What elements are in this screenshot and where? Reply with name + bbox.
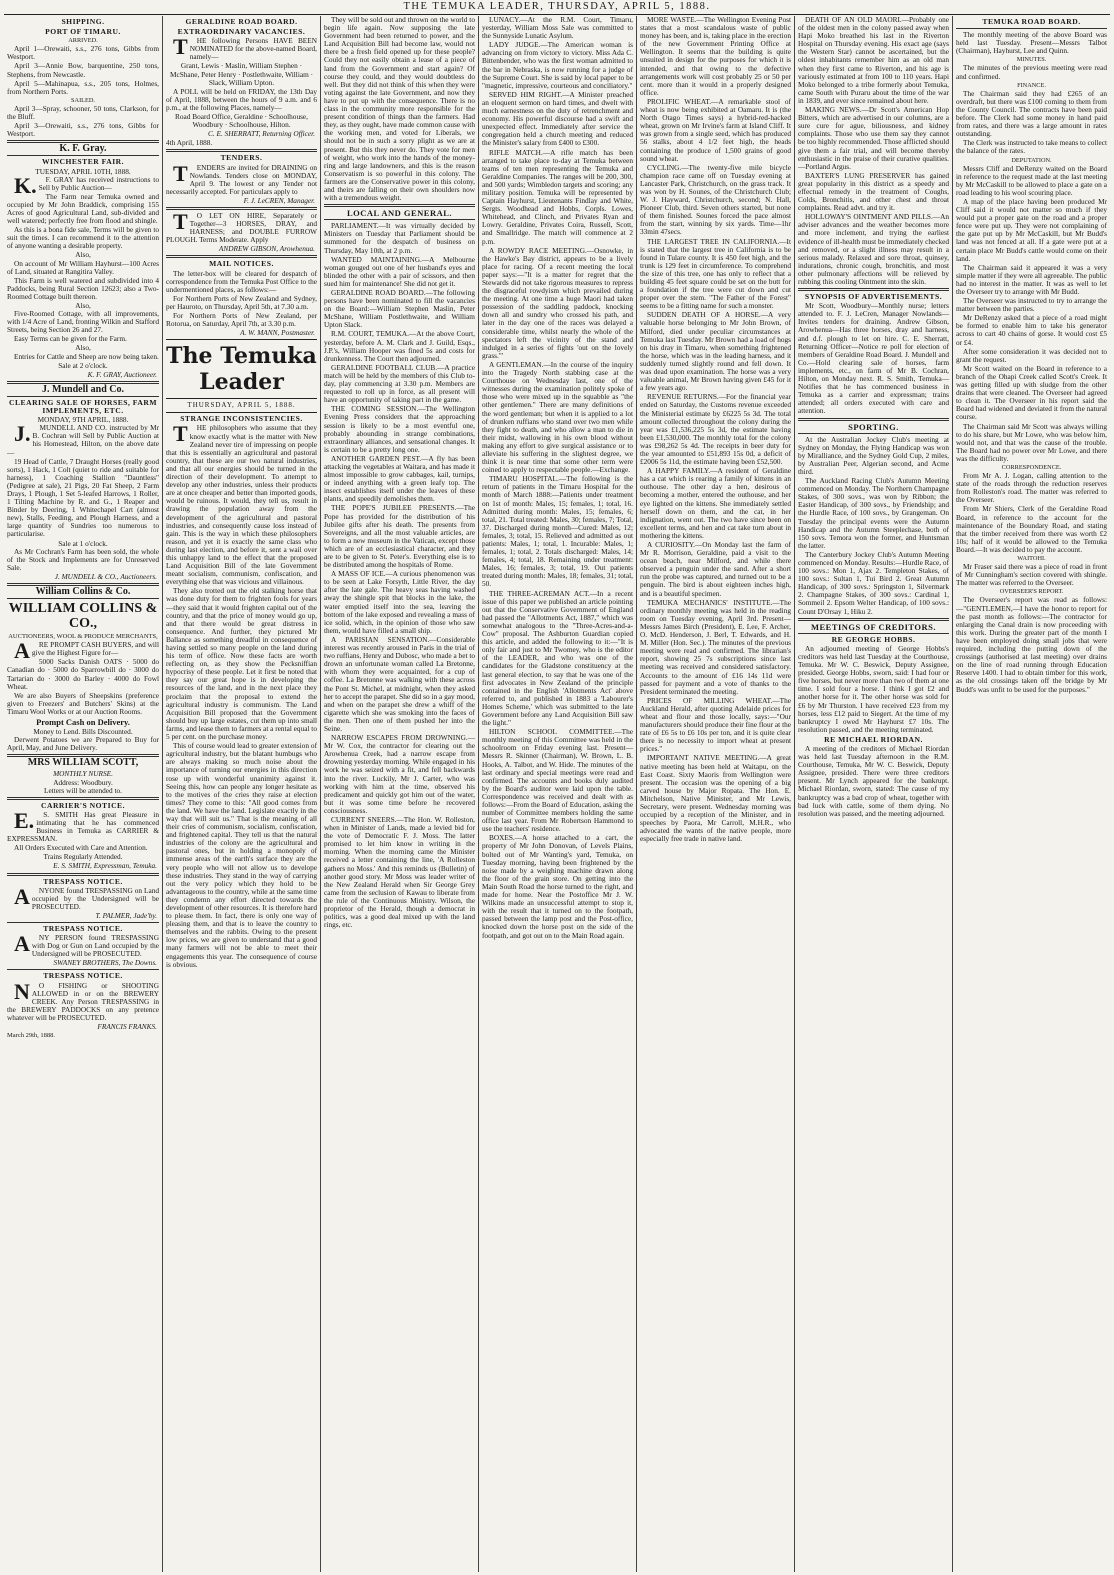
- geraldine-date: 4th April, 1888.: [166, 138, 213, 148]
- divider: [798, 618, 949, 621]
- col5-p4: THE LARGEST TREE IN CALIFORNIA.—It is stated that the largest tree in California is to be found in Tulare county. It is 450 feet high, and the trunk is 129 feet in circumference. To comprehend the size of this tree, one has only to reflect that a building 45 feet square could be set on the butt for a foundation if the tree were cut down and cut proper over the stem. "The Father of the Forest" seems to be a fitting name for such a monster.: [640, 236, 791, 311]
- collins-p2: We are also Buyers of Sheepskins (preference given to Freezers' and Butchers' Skins) at the Timaru Wool Works or at our Auction Rooms.: [7, 690, 159, 716]
- divider: [798, 433, 949, 434]
- gray-p7: Easy Terms can be given for the Farm.: [14, 334, 127, 344]
- trespass-1-title: TRESPASS NOTICE.: [43, 876, 123, 886]
- port-title: PORT OF TIMARU.: [45, 27, 121, 37]
- mundell-p3: Sale at 1 o'clock.: [58, 538, 108, 548]
- divider: [166, 255, 317, 258]
- local-p3: GERALDINE ROAD BOARD.—The following persons have been nominated to fill the vacancies on the Board:—William Stephen Maslin, Peter McShane, William Postlethwaite, and William Upton Slack.: [324, 288, 475, 330]
- scott-p1: Address: Woodbury.: [53, 777, 113, 787]
- collins-p5: Derwent Potatoes we are Prepared to Buy for April, May, and June Delivery.: [7, 735, 159, 753]
- column-7: [952, 16, 1110, 1572]
- shipping-title: SHIPPING.: [61, 17, 105, 26]
- local-p2: WANTED MAINTAINING.—A Melbourne woman gouged out one of her husband's eyes and blinded the other with a pair of scissors, and then sued him for maintenance! She did not get it.: [324, 254, 475, 288]
- gray-sale-time: Sale at 2 o'clock.: [58, 360, 108, 370]
- sailed-2: April 3—Orewaiti, s.s., 276 tons, Gibbs for Westport.: [7, 121, 159, 139]
- road-board-p8: The Overseer was instructed to try to arrange the matter between the parties.: [956, 296, 1107, 314]
- carrier-p2: All Orders Executed with Care and Attention.: [14, 843, 148, 853]
- road-board-p6: A map of the place having been produced Mr Cliff said it would not matter so much if they would put a proper gate on the road and a proper fence were put up. They were not complaining of the gate put up by Mr McCaskill, but Mr Budd's land was not fenced at all. If a gate were put at a certain place Mr Budd's cattle would come on their land.: [956, 196, 1107, 263]
- trespass-3-date: March 29th, 1888.: [7, 1032, 56, 1040]
- road-board-p16: The Overseer's report was read as follows:—"GENTLEMEN,—I have the honor to report for the past month as follows:—The contractor for enlarging the Canal drain is now proceeding with this work. During the greater part of the month I have been employed doing small jobs that were required, including the putting down of the crossings (authorised at last meeting) over drains on the line of road running through Education Reserve 1400. I had to obtain timber for this work, as the old crossings taken off the bridge by Mr Budd's was unfit to be used for the purposes.": [956, 595, 1107, 694]
- mail-p2: For Northern Ports of New Zealand and Sydney, per Hauroto, on Thursday, April 5th, at 7.30 a.m.: [166, 293, 317, 311]
- collins-p1: ARE PROMPT CASH BUYERS, and will give the Highest Figure for—: [14, 638, 159, 664]
- sailed-label: SAILED.: [71, 96, 95, 104]
- col4-p1: LUNACY.—At the R.M. Court, Timaru, yesterday, William Moss Sale was committed to the Sunnyside Lunatic Asylum.: [482, 16, 633, 41]
- leader-p2: They also trotted out the old stalking horse that was done duty for them to frighten fools for years—they said that it would frighten capital out of the country, and that the price of money would go up, and that there would be great distress in consequence. And further, they pictured Mr Ballance as something dreadful in consequence of having settled so many people on the land during his term of office. Now these facts are worth reflecting on, as they show the Pecksniffian hypocrisy of these people. Let it first be noted that they say our great hope is in developing the resources of the land, and in the next place they proclaim that the proposal to extend the agricultural industry is communism. The Land Acquisition Bill proposed that the Government should buy up large estates, cut them up into small farms, and lease them to farmers at a rental equal to 5 per cent. on the purchase money.: [166, 586, 317, 742]
- tenders-title: TENDERS.: [220, 153, 263, 163]
- mundell-head: CLEARING SALE OF HORSES, FARM IMPLEMENTS, ETC.: [8, 397, 158, 416]
- road-board-p7: The Chairman said it appeared it was a very simple matter if they were all agreeable. The public had no interest in the matter. It was as well to let the Overseer try to arrange with Mr Budd.: [956, 262, 1107, 296]
- col6-p2: MAKING NEWS.—Dr Scott's American Hop Bitters, which are advertised in our columns, are a sure cure for ague, biliousness, and kidney complaints. Those who use them say they cannot be too highly recommended. Those afflicted should give them a fair trial, and will become thereby enthusiastic in the praise of their curative qualities.—Portland Argus.: [798, 105, 949, 171]
- sporting-p2: The Auckland Racing Club's Autumn Meeting commenced on Monday. The Northern Champagne Stakes, of 300 sovs., was won by Ribbon; the Easter Handicap, of 300 sovs., by Friendship; and the Hurdle Race, of 100 sovs., by Grangeman. On Tuesday the principal events were the Autumn Handicap and the Autumn Steeplechase, both of 150 sovs. Temora won the former, and Huntsman the latter.: [798, 476, 949, 550]
- geraldine-sub: EXTRAORDINARY VACANCIES.: [177, 27, 306, 37]
- local-p5: GERALDINE FOOTBALL CLUB.—A practice match will be held by the members of this Club to-day, play commencing at 3.30 p.m. Members are requested to roll up in force, as all present will have an opportunity of taking part in the game.: [324, 362, 475, 405]
- local-p9: A MASS OF ICE.—A curious phenomenon was to be seen at Lake Forsyth, Little River, the day after the late gale. The heavy seas having washed away the shingle spit that blocks in the lake, the water emptied itself into the sea, leaving the bottom of the lake exposed and revealing a mass of ice solid, which, in the opinion of those who saw them, would have filled a small ship.: [324, 569, 475, 635]
- carrier-p1: E.S. SMITH Has great Pleasure in intimating that he has commenced Business in Temuka as CARRIER & EXPRESSMAN.: [7, 807, 159, 844]
- arrived-label: ARRIVED.: [68, 37, 98, 45]
- column-1: [4, 16, 162, 1572]
- divider: [324, 219, 475, 220]
- divider: [7, 969, 159, 970]
- divider: [166, 149, 317, 152]
- column-6: [794, 16, 952, 1572]
- road-board-p14: From Mr Shiers, Clerk of the Geraldine Road Board, in reference to the account for the maintenance of the Boundary Road, and stating that the timber received from there was worth £2 10s; half of it would be allowed to the Temuka Board.—It was decided to pay the account.: [956, 504, 1107, 554]
- road-board-p12: The Chairman said Mr Scott was always willing to do his share, but Mr Lowe, who was below him, would not, and that was the cause of the trouble. The Board had no power over Mr Lowe, and there was the difficulty.: [956, 421, 1107, 463]
- gray-p4: On account of Mr William Hayhurst—100 Acres of Land, situated at Rangitira Valley.: [7, 258, 159, 276]
- mundell-p1: J.MUNDELL AND CO. instructed by Mr B. Cochran will Sell by Public Auction at his Homestead, Hilton, on the above date—: [7, 421, 159, 457]
- col5-p6: REVENUE RETURNS.—For the financial year ended on Saturday, the Customs revenue exceeded the Ministerial estimate by £6225 5s 3d. The total amount collected throughout the colony during the year was £1,536,225 5s 3d, the estimate having been £1,530,000. The monthly total for the colony was £98,262 5s 4d. The receipts in beer duty for the year amounted to £51,893 15s 0d, a deficit of £2006 5s 11d, the estimate having been £52,500.: [640, 392, 791, 467]
- road-board-p2: The minutes of the previous meeting were read and confirmed.: [956, 63, 1107, 81]
- road-board-p1: The monthly meeting of the above Board was held last Tuesday. Present—Messrs Talbot (Chairman), Hayhurst, Lee and Quinn.: [956, 30, 1107, 56]
- trespass-3-text: NO FISHING or SHOOTING ALLOWED in or on the BREWERY CREEK. Any Person TRESPASSING in the BREWERY PADDOCKS on any pretence whatever will be PROSECUTED.: [7, 978, 159, 1022]
- gray-also-3: Also,: [75, 343, 91, 353]
- col4-p10: BOXES.—A horse attached to a cart, the property of Mr John Donovan, of Levels Plains, bolted out of Mr Wanting's yard, Temuka, on Tuesday morning, having been frightened by the noise made by a weighing machine drawn along the floor of the grain store. On getting into the Main South Road the horse turned to the right, and made for home. Near the Postoffice Mr J. W. Wilkins made an unsuccessful attempt to stop it, with the result that it turned on to the footpath, passed between the lamp post and the Post-office, knocked down the horse post on the side of the footpath, and got out on to the Main Road again.: [482, 833, 633, 940]
- collins-items: 5000 Sacks Danish OATS · 5000 do Canadian do · 5000 do Sparrowbill do · 3000 do Tartarian do · 3000 do Barley · 4000 do Fowl Wheat.: [7, 657, 159, 691]
- head-rule: [4, 14, 1110, 15]
- scott-title: MRS WILLIAM SCOTT,: [27, 757, 139, 769]
- col5-p9: TEMUKA MECHANICS' INSTITUTE.—The ordinary monthly meeting was held in the reading room on Tuesday evening, April 3rd. Present—Messrs James Birch (President), E. Lee, F. Archer, O. McD. Henderson, J. Berl, T. Edwards, and H. M. Miller (Hon. Sec.). The minutes of the previous meeting were read and confirmed. The librarian's report, showing 25 7s subscriptions since last meeting was received and considered satisfactory. Accounts to the amount of £16 14s 11d were passed for payment and a vote of thanks to the President terminated the meeting.: [640, 597, 791, 696]
- let-signature: ANDREW GIBSON, Arowhenua.: [218, 244, 315, 254]
- col5-p7: A HAPPY FAMILY.—A resident of Geraldine has a cat which is rearing a family of kittens in an outhouse. The other day a hen, desirous of becoming a mother, entered the outhouse, and her eye lighted on the kittens. She immediately settled herself down on them, and the cat, in her indignation, went out. The two have since been on excellent terms, and hen and cat take turn about in mothering the kittens.: [640, 466, 791, 540]
- minutes-label: MINUTES.: [1016, 56, 1047, 64]
- gray-sale-date: TUESDAY, APRIL 10TH, 1888.: [35, 166, 131, 176]
- col5-p10: PRICES OF MILLING WHEAT.—The Auckland Herald, after quoting Adelaide prices for wheat and flour and those locally, says:—"Our manufacturers should produce their fine flour at the rate of £6 5s to £6 10s per ton, and it is quite clear there is no necessity to import wheat at present prices.": [640, 695, 791, 754]
- sporting-p3: The Canterbury Jockey Club's Autumn Meeting commenced on Monday. Results:—Hurdle Race, of 100 sovs.: Mon 1, Ajax 2. Templeton Stakes, of 100 sovs.: Sultan 1, Tui Bird 2. Great Autumn Handicap, of 300 sovs.: Springston 1, Silvermark 2. Champagne Stakes, of 300 sovs.: Cardinal 1, Sommeil 2. Epsom Welter Handicap, of 100 sovs.: Count D'Orsay 1, Hiku 2.: [798, 549, 949, 616]
- mail-p3: For Northern Ports of New Zealand, per Rotorua, on Saturday, April 7th, at 3.30 p.m.: [166, 311, 317, 329]
- local-p6: THE COMING SESSION.—The Wellington Evening Press considers that the approaching session is likely to be a most eventful one, probably abounding in strange combinations, extraordinary alliances, and sensational changes. It is certain to be a pretty long one.: [324, 404, 475, 454]
- divider: [166, 207, 317, 210]
- collins-banner: WILLIAM COLLINS & CO.,: [8, 601, 158, 632]
- col5-p5: SUDDEN DEATH OF A HORSE.—A very valuable horse belonging to Mr John Brown, of Milford, died under peculiar circumstances at Temuka last Tuesday. Mr Brown had a load of hogs on his dray in Timaru, when something frightened the horse, which was in the leading harness, and it suddenly turned slightly round and fell down. It was dead upon examination. The horse was a very valuable animal, Mr Brown having given £45 for it a few years ago.: [640, 310, 791, 393]
- collins-p3: Prompt Cash on Delivery.: [36, 717, 130, 728]
- leader-continued: They will be sold out and thrown on the world to begin life again. Now supposing the late Government had been returned to power, and the Land Acquisition Bill had become law, would not there be a fresh field opened up for these people? Could they not easily obtain a lease of a piece of land from the Government and start again? Of course they could, and they would doubtless do well. But they did not think of this when they were voting against the late Government, and now they have to put up with the consequence. There is no class in the community more responsible for the present condition of things than the farmers. Had they, as they ought, have made common cause with the working men, and voted for Liberals, we should not be in such a sorry plight as we are at present. But this they never do. They vote for men of weight, who work into the hands of the money-ring and large landowners, and this is the reason Conservatism is so powerful in this colony. The farmers are the Conservative power in this colony, and theirs are falling on their own shoulders now with a tremendous weight.: [324, 16, 475, 203]
- divider: [7, 396, 159, 397]
- road-board-p4: The Clerk was instructed to take means to collect the balance of the rates.: [956, 138, 1107, 156]
- road-board-p9: Mr DeRenzy asked that a piece of a road might be formed to enable him to take his generator across to cart 40 chains of gorse. It would cost £5 or £4.: [956, 313, 1107, 347]
- mundell-date: MONDAY, 9TH APRIL, 1888.: [37, 415, 129, 425]
- finance-label: FINANCE.: [1017, 81, 1046, 89]
- local-p11: NARROW ESCAPES FROM DROWNING.—Mr W. Cox, the contractor for clearing out the Arowhenua Creek, had a narrow escape from drowning yesterday morning. While engaged in his work he was seized with a fit, and fell backwards into the river. Luckily, Mr J. Carter, who was working with him at the time, observed his predicament and quickly got him out of the water, but it was some time before he recovered consciousness.: [324, 733, 475, 815]
- trespass-1-signature: T. PALMER, Jade'by.: [95, 910, 157, 920]
- gray-title: K. F. Gray.: [59, 143, 107, 155]
- col6-p1: DEATH OF AN OLD MAORI.—Probably one of the oldest men in the colony passed away when Hapi Moko breathed his last in the Riverton Hospital on Thursday evening. His exact age (says the Western Star) cannot be ascertained, but the oldest inhabitants remember him as an old man when they first came to Riverton, and his age is variously estimated at from 100 to 110 years. Hapi Moko belonged to a tribe formerly about Temuka, came South with Puraru about the time of the war in 1839, and ever since remained about here.: [798, 16, 949, 105]
- trespass-2-signature: SWANEY BROTHERS, The Downs.: [53, 958, 157, 968]
- column-3: [320, 16, 478, 1572]
- divider: [7, 155, 159, 156]
- local-p8: THE POPE'S JUBILEE PRESENTS.—The Pope has provided for the distribution of his Jubilee gifts after his death. The presents from Sovereigns, and all the most valuable articles, are to form a new museum in the Vatican, except those which are of an ecclesiastical character, and they are to be given to St. Peter's. Everything else is to be distributed among the hospitals of Rome.: [324, 503, 475, 570]
- geraldine-p1: THE following Persons HAVE BEEN NOMINATED for the above-named Board, namely—: [173, 34, 317, 62]
- col4-p7: TIMARU HOSPITAL.—The following is the return of patients in the Timaru Hospital for the month of March 1888:—Patients under treatment on 1st of month: Males, 15; females, 1; total, 16. Admitted during month: Males, 15; females, 6; total, 21. Total treated: Males, 30; females, 7; Total, 37. Discharged during month—Cured: Males, 12; females, 3; total, 15. Relieved and admitted as out patients: Males, 1; total, 1. Incurable: Males, 1; females, 1; total, 2. Totals discharged: Males, 14; females, 4; total, 18. Remaining under treatment: Males, 16; females, 3; total, 19. Out patients treated during month: Males, 18; females, 31; total, 50.: [482, 474, 633, 589]
- road-board-p11: Mr Scott waited on the Board in reference to a branch of the Ohapi Creek called Scott's Creek. It was getting filled up with sludge from the other drains that were cleaned. The Overseer had agreed to clean it. The Overseer in his report said the Board had widened and deviated it from the natural course.: [956, 363, 1107, 422]
- hobbs-text: An adjourned meeting of George Hobbs's creditors was held last Tuesday at the Courthouse, Temuka. Mr W. C. Beswick, Deputy Assignee, presided. George Hobbs, sworn, said: I had four or five horses, but never more than two of them at one time. I sold four a horse. I think I got £2 and another horse for it. The other horse was sold for £6 by Mr Thurston. I have received £23 from my horses, less £12 paid to Siegert. At the time of my bankruptcy I owed Mr Hayhurst £7 10s. The resolution passed, and the meeting terminated.: [798, 643, 949, 734]
- carrier-signature: E. S. SMITH, Expressman, Temuka.: [53, 861, 157, 871]
- report-label: OVERSEER'S REPORT.: [999, 588, 1064, 596]
- arrived-3: April 5—Mahinapua, s.s., 205 tons, Holmes, from Northern Ports.: [7, 78, 159, 96]
- synopsis-text: Mr Scott, Woodbury—Monthly nurse; letters attended to. F. J. LeCren, Manager Nowlands—Invites tenders for draining. Andrew Gibson, Arowhenua—Has three horses, dray and harness, and d.f. plough to let on hire. C. E. Sherratt, Returning Officer—Notice re poll for election of members of Geraldine Road Board. J. Mundell and Co.—Hold clearing sale of horses, farm implements, etc., on farm of Mr B. Cochran, Hilton, on Monday next. R. S. Smith, Temuka—Notifies that he has commenced business in Temuka as a carrier and expressman; trains attended; all orders executed with care and attention.: [798, 301, 949, 416]
- sporting-title: SPORTING.: [848, 421, 899, 432]
- road-board-p15: Mr Fraser said there was a piece of road in front of Mr Cunningham's section covered with shingle. The matter was referred to the Overseer.: [956, 562, 1107, 588]
- col6-p4: HOLLOWAY'S OINTMENT AND PILLS.—An adviser advances and the weather becomes more and more inclement, and trying the earliest evidence of ill-health must be immediately checked and removed, or a slight illness may result in a serious malady. Relaxed and sore throat, quinsey, indurations, chronic cough, bronchitis, and most other pulmonary affections will be relieved by rubbing this cooling Ointment into the skin.: [798, 212, 949, 286]
- mundell-signature: J. MUNDELL & CO., Auctioneers.: [54, 571, 157, 581]
- geraldine-signature: C. E. SHERRATT, Returning Officer.: [207, 129, 315, 139]
- mail-title: MAIL NOTICES.: [209, 259, 274, 269]
- column-4: [478, 16, 636, 1572]
- leader-p3: This of course would lead to greater extension of agricultural industry, but the blatant humbugs who are always making so much noise about the importance of turning our energies in this direction rose up with wonderful unanimity against it. Seeing this, how can people any longer hesitate as to the motives of the cries they raise at election times? They come to this: "All good comes from the land. We have the land. Legislate exactly in the way that will suit us." That is the meaning of all their cries of communism, socialism, confiscation, and frightened capital. They tell us that the natural industries of the colony are the agricultural and pastoral ones, but in holding a monopoly of immense areas of the earth's surface they are the very people who will not allow us to develope these industries. They stand in the way of carrying out the very policy which they hold to be advantageous to the country, while at the same time they condemn any effort directed towards the development of other resources. It is therefore hard to please them. In fact, there is only one way of pleasing them, and that is to leave the country to themselves and the rabbits. Owing to the present low prices, we are given to understand that a good many farmers will not be able to meet their engagements this year. The consequence of course is obvious.: [166, 741, 317, 969]
- gray-also-2: Also,: [75, 301, 91, 310]
- col4-p2: LADY JUDGE.—The American woman is advancing on from victory to victory. Miss Ada C. Bittenbender, who was the first woman admitted to the bar in Nebraska, is now running for a judge of the Supreme Court. She is said by local paper to be "magnetic, impressive, courteous and conciliatory.": [482, 40, 633, 90]
- mail-p1: The letter-box will be cleared for despatch of correspondence from the Temuka Post Office to the undermentioned places, as follows:—: [166, 268, 317, 294]
- collins-title: William Collins & Co.: [35, 586, 131, 597]
- road-board-p5: Messrs Cliff and DeRenzy waited on the Board in reference to the request made at the last meeting by Mr McCaskill to be allowed to place a gate on a road leading to his wool scouring place.: [956, 163, 1107, 197]
- col5-p1: MORE WASTE.—The Wellington Evening Post states that a most scandalous waste of public money has been, and is, taking place in the erection of the new Government Printing Office at Wellington. It seems that the building is quite unsuited in design for the purposes for which it is intended, and that owing to the defective arrangements work will cost probably 25 or 50 per cent. more than it would in a properly designed office.: [640, 16, 791, 97]
- gray-p1: K.F. GRAY has received instructions to Sell by Public Auction—: [14, 172, 159, 198]
- col4-p6: A GENTLEMAN.—In the course of the inquiry into the Tragedy North stabbing case at the Courthouse on Wednesday last, one of the witnesses during the examination politely spoke of those who were mixed up in the squabble as "the other gentlemen." There are many definitions of the word gentleman; but when it is applied to a lot of drunken ruffians who stand over two men while they fight to death, and who allow a man to die in their midst, wallowing in his own blood without making any effort to give surgical assistance or to alleviate his suffering in the slightest degree, we think it is near time that some other term were coined to apply to respectable people.—Exchange.: [482, 359, 633, 475]
- local-title: LOCAL AND GENERAL.: [346, 208, 453, 219]
- divider: [7, 922, 159, 923]
- collins-p4: Money to Lend. Bills Discounted.: [33, 727, 133, 737]
- geraldine-title: GERALDINE ROAD BOARD.: [185, 17, 298, 26]
- col4-p4: RIFLE MATCH.—A rifle match has been arranged to take place to-day at Temuka between teams of ten men representing the Temuka and Geraldine Companies. The ranges will be 200, 300, and 500 yards; Wimbledon targets and scoring; any military position. Temuka will be represented by Captain Hayhurst, Lieutenants Findlay and White, Sergts. Woodhead and Hobbs, Corpls. Lowes, Whitehead, and Clinch, and Privates Ryan and Lowry. Geraldine, Privates Coira, Russell, Scott, and Smallridge. The match will commence at 2 p.m.: [482, 147, 633, 246]
- synopsis-title: SYNOPSIS OF ADVERTISEMENTS.: [804, 292, 943, 302]
- arrived-1: April 1—Orewaiti, s.s., 276 tons, Gibbs from Westport.: [7, 44, 159, 62]
- creditors-title: MEETINGS OF CREDITORS.: [810, 621, 937, 632]
- road-board-p3: The Chairman said they had £265 of an overdraft, but there was £100 coming to them from the County Council. The contracts have been paid before. The Clerk had some money in hand paid from rates, and there was a large amount in rates outstanding.: [956, 88, 1107, 139]
- col4-p9: HILTON SCHOOL COMMITTEE.—The monthly meeting of this Committee was held in the schoolroom on Friday evening last. Present—Messrs R. Skinner (Chairman), W. Brown, L. B. Hooks, A. Talbot, and W. Hide. The minutes of the last ordinary and special meetings were read and confirmed. The accounts and books duly audited by the Board's auditor were laid upon the table. Correspondence was received and dealt with as follows:—From the Board of Education, asking the number of Committee members holding the same office last year. From Mr Robertson Hammond to use the teachers' residence.: [482, 727, 633, 834]
- col6-p3: BAXTER'S LUNG PRESERVER has gained great popularity in this district as a speedy and effectual remedy in the treatment of Coughs, Colds, Bronchitis, and other chest and throat complaints. Read advt. and try it.: [798, 170, 949, 213]
- collins-sub: AUCTIONEERS, WOOL & PRODUCE MERCHANTS,: [8, 633, 158, 641]
- road-board-p10: After some consideration it was decided not to grant the request.: [956, 346, 1107, 364]
- sporting-p1: At the Australian Jockey Club's meeting at Sydney on Monday, the Flying Handicap was won by Miralliance, and the Sydney Gold Cup, 2 miles, by Australian Peer, Algerian second, and Acme third.: [798, 434, 949, 476]
- mundell-p2: 19 Head of Cattle, 7 Draught Horses (really good sorts), 1 Hack, 1 Colt (quiet to ride and suitable for harness), 1 Coaching Stallion "Dauntless" (Pedigree at sale), 21 Pigs, 20 Fat Sheep, 2 Farm Drays, 1 Plough, 1 Set 5-leafed Harrows, 1 Roller, 1 Tilting Machine by R. and G., 1 Reaper and Binder by Deering, 1 Whitechapel Cart (almost new), Stalls, Feeding, and Plough Harness, and a large quantity of Sundries too numerous to particularise.: [7, 456, 159, 539]
- geraldine-places: Road Board Office, Geraldine · Schoolhouse, Woodbury · Schoolhouse, Hilton.: [175, 112, 308, 130]
- deputation-label: DEPUTATION.: [1011, 156, 1052, 164]
- tenders-signature: F. J. LeCREN, Manager.: [243, 195, 315, 205]
- tenders-text: TENDERS are invited for DRAINING on Nowlands. Tenders close on MONDAY, April 9. The lowest or any Tender not necessarily accepted. For particulars apply to: [166, 160, 317, 196]
- trespass-3-signature: FRANCIS FRANKS.: [97, 1022, 157, 1032]
- leader-p1: THE philosophers who assume that they know exactly what is the matter with New Zealand never tire of impressing on people that this is essentially an agricultural and pastoral country, that these are our two natural industries, and that all our energies should be turned in the direction of their development. To attempt to develop any other industries, unless their products are at once cheaper and better than imported goods, would be ruinous. It would, they tell us, result in drawing the population away from the development of the agricultural and pastoral industries, and consequently cause loss instead of gain. This is the way in which these philosophers reason, and yet it is exactly the same class who during last election, and before it, sent a wail over this unhappy land to the effect that the proposed Land Acquisition Bill of the late Government meant socialism, communism, confiscation, and everything else that was vicious and villainous.: [166, 421, 317, 587]
- road-board-p13: From Mr A. J. Logan, calling attention to the state of the roads through the reduction reserves from Rolleston's road. The matter was referred to the Overseer.: [956, 471, 1107, 505]
- divider: [7, 873, 159, 876]
- sailed-1: April 3—Spray, schooner, 50 tons, Clarkson, for the Bluff.: [7, 103, 159, 122]
- col4-p5: A ROWDY RACE MEETING.—Osnowke, in the Hawke's Bay district, appears to be a lively place for racing. Of a recent meeting the local paper says:—"It is a matter for regret that the Stewards did not take rigorous measures to repress the disgraceful rowdyism which prevailed during the meeting. At one time a huge Maori had taken possession of the saddling paddock, knocking down all and sundry who crossed his path, and later in the day one of the races was delayed a considerable time, whilst nearly the whole of the spectators left the vicinity of the stand and indulged in a series of fights 'out on the lovely grass.'": [482, 245, 633, 360]
- riordan-text: A meeting of the creditors of Michael Riordan was held last Tuesday afternoon in the R.M. Courthouse, Temuka, Mr W. C. Beswick, Deputy Assignee, presided. There were three creditors present. Mr Lynch appeared for the bankrupt. Michael Riordan, sworn, stated: The cause of my bankruptcy was a bad crop of wheat, together with bad luck with cattle, some of them dying. No resolution was passed, and the meeting adjourned.: [798, 743, 949, 818]
- trespass-2-text: ANY PERSON found TRESPASSING with Dog or Gun on Land occupied by the Undersigned will be PROSECUTED.: [14, 931, 159, 959]
- gray-also-1: Also,: [75, 250, 91, 260]
- mundell-p4: As Mr Cochran's Farm has been sold, the whole of the Stock and Implements are for Unreserved Sale.: [7, 546, 159, 572]
- divider: [798, 288, 949, 291]
- mundell-title: J. Mundell and Co.: [42, 383, 124, 395]
- col4-p8: THE THREE-ACREMAN ACT.—In a recent issue of this paper we published an article pointing out that the Conservative Government of England had passed the "Allotments Act, 1887," which was somewhat analogous to the "Three-Acres-and-a-Cow" proposal. The Ashburton Guardian copied this article, and added the following to it:—"It is only fair and just to Mr Twomey, who is the editor of the LEADER, and who was one of the candidates for the Gladstone constituency at the last general election, to say that he was one of the first advocates in New Zealand of the principle contained in the English 'Allotments Act' above referred to, and published in 1883 a 'Labourer's Homes Scheme,' which was submitted to the late Government before any Land Acquisition Bill saw the light.": [482, 588, 633, 728]
- hobbs-title: RE GEORGE HOBBS.: [831, 634, 916, 644]
- correspondence-label: CORRESPONDENCE.: [1001, 463, 1062, 471]
- local-p10: A PARISIAN SENSATION.—Considerable interest was recently aroused in Paris in the trial of two ruffians, Henry and Dubosc, who made a bet to drown an unfortunate woman called La Bretonne, with whom they were acquainted, for a cup of coffee. La Bretonne was walking with these across the Pont St. Michel, at midnight, when they asked her to accept the parapet. She did so in a gay mood, and when on the parapet she drew a whiff of the cigarette which she was smoking into the faces of the men. Then one of them pushed her into the Seine.: [324, 634, 475, 733]
- gray-p6: Five-Roomed Cottage, with all improvements, with 1/4 Acre of Land, fronting Wilkin and Stafford Streets, being Section 26 and 27.: [7, 309, 159, 335]
- gray-signature: K. F. GRAY, Auctioneer.: [87, 369, 157, 379]
- let-text: TO LET ON HIRE, Separately or Together—3 HORSES, DRAY, and HARNESS; and DOUBLE FURROW PLOUGH. Terms Moderate. Apply: [166, 208, 317, 245]
- scott-p2: Letters will be attended to.: [43, 785, 122, 795]
- divider: [324, 204, 475, 207]
- issue-dateline: THURSDAY, APRIL 5, 1888.: [166, 399, 317, 413]
- geraldine-names: Grant, Lewis · Maslin, William Stephen · McShane, Peter Henry · Postlethwaite, William · Slack, William Upton.: [169, 61, 314, 87]
- divider: [956, 28, 1107, 29]
- carrier-p3: Trains Regularly Attended.: [43, 852, 123, 862]
- gray-p5: This Farm is well watered and subdivided into 4 Paddocks, being Rural Section 12623; also a Two-Roomed Cottage built thereon.: [7, 275, 159, 301]
- gray-p2: The Farm near Temuka owned and occupied by Mr John Braddick, comprising 155 Acres of good Agricultural Land, sub-divided and well watered; perfectly free from flood and shingle.: [7, 191, 159, 226]
- local-p4: R.M. COURT, TEMUKA.—At the above Court, yesterday, before A. M. Clark and J. Guild, Esqs., J.P.'s, William Hooper was fined 5s and costs for drunkenness. The Court then adjourned.: [324, 329, 475, 363]
- geraldine-p2: A POLL will be held on FRIDAY, the 13th Day of April, 1888, between the hours of 9 a.m. and 6 p.m., at the following Places, namely—: [166, 86, 317, 112]
- gray-p3: As this is a bona fide sale, Terms will be given to suit the times. I can recommend it to the attention of anyone wanting a desirable property.: [7, 225, 159, 251]
- divider: [7, 598, 159, 599]
- scott-sub: MONTHLY NURSE.: [53, 768, 113, 778]
- divider: [7, 797, 159, 800]
- gray-p8: Entries for Cattle and Sheep are now being taken.: [14, 351, 159, 361]
- carrier-title: CARRIER'S NOTICE.: [40, 800, 126, 810]
- road-board-title: TEMUKA ROAD BOARD.: [982, 17, 1081, 26]
- trespass-1-text: ANYONE found TRESPASSING on Land occupied by the Undersigned will be PROSECUTED.: [14, 883, 159, 911]
- local-p12: CURRENT SNEERS.—The Hon. W. Rolleston, when in Minister of Lands, made a levied bid for the vote of Democratic F. J. Moss. The latter promised to let him know in writing in the morning. When the morning came the Minister received a letter containing the line, 'A Rolleston gathers no Moss.' And this reminds us (Bulletin) of another good story. Mr Moss was leader writer of the New Zealand Herald when Sir George Grey came from the seclusion of Kawau to liberate from the rule of the Continuous Ministry. Wilson, the proprietor of the Herald, though a democrat in politics, was a good deal mixed up with the land rings, etc.: [324, 815, 475, 930]
- gray-sale-head: WINCHESTER FAIR.: [41, 157, 125, 167]
- waitohi-label: WAITOHI.: [1017, 555, 1046, 562]
- col5-p8: A CURIOSITY.—On Monday last the farm of Mr R. Morrison, Geraldine, paid a visit to the ocean beach, near Milford, and while there observed a penguin under the sand. After a short run the probe was captured, and turned out to be a penguin. The bird is about eighteen inches high, and is a beautiful specimen.: [640, 540, 791, 598]
- running-head: THE TEMUKA LEADER, THURSDAY, APRIL 5, 1888.: [403, 1, 711, 12]
- col5-p11: IMPORTANT NATIVE MEETING.—A great native meeting has been held at Waitapu, on the East Coast. Sixty Maoris from Wellington were present. The occasion was the opening of a big carved house by Major Ropata. The Hon. E. Mitchelson, Native Minister, and Mr Lewis, Secretary, were present. Wednesday morning was occupied by a reception of the Minister, and in speeches by Paora, Mr Carroll, M.H.R., who advocated the wants of the native people, more especially free trade in native land.: [640, 753, 791, 844]
- column-5: [636, 16, 794, 1572]
- column-2: [162, 16, 320, 1572]
- newspaper-flag: The Temuka Leader: [166, 339, 317, 399]
- mail-signature: A. W. MANN, Postmaster.: [240, 328, 315, 338]
- riordan-title: RE MICHAEL RIORDAN.: [824, 734, 923, 744]
- divider: [798, 633, 949, 634]
- col5-p2: PROLIFIC WHEAT.—A remarkable stool of wheat is now being exhibited at Oamaru. It is (the North Otago Times says) a hybrid-red-hacked wheat, grown on Mr Irvine's farm at Island Cliff. It was grown from a single seed, which has produced 56 stalks, about 4 1/2 feet high, the heads containing the produce of 1,500 grains of good sound wheat.: [640, 96, 791, 163]
- trespass-2-title: TRESPASS NOTICE.: [43, 924, 123, 933]
- columns: [4, 16, 1110, 1572]
- col5-p3: CYCLING.—The twenty-five mile bicycle champion race came off on Tuesday evening at Lancaster Park, Christchurch, on the grass track. It was won by H. Sounes, of the Christchurch Club; W. J. Hayward, Christchurch, second; N. Hall, Pioneer Club, third. Seven others started, but none of them finished. Sounes forced the pace almost from the start, winning by six yards. Time—1hr 33min 47secs.: [640, 162, 791, 237]
- trespass-3-title: TRESPASS NOTICE.: [43, 971, 123, 981]
- arrived-2: April 3—Annie Bow, barquentine, 250 tons, Stephens, from Newcastle.: [7, 61, 159, 79]
- local-p1: PARLIAMENT.—It was virtually decided by Ministers on Tuesday that Parliament should be summoned for the despatch of business on Thursday, May 10th, at 2 p.m.: [324, 221, 475, 255]
- col4-p3: SERVED HIM RIGHT.—A Minister preached an eloquent sermon on hard times, and dwelt with much earnestness on the duty of retrenchment and economy. His powerful discourse had a swift and unexpected effect. Immediately after service the congregation held a church meeting and reduced the Minister's salary from £400 to £300.: [482, 89, 633, 148]
- divider: [798, 418, 949, 421]
- leader-title: STRANGE INCONSISTENCIES.: [180, 414, 303, 424]
- local-p7: ANOTHER GARDEN PEST.—A fly has been attacking the vegetables at Waitara, and has made it almost impossible to grow cabbages, kail, turnips, or indeed anything with a green leafy top. The insect establishes itself under the leaves of these plants, and speedily demolishes them.: [324, 453, 475, 504]
